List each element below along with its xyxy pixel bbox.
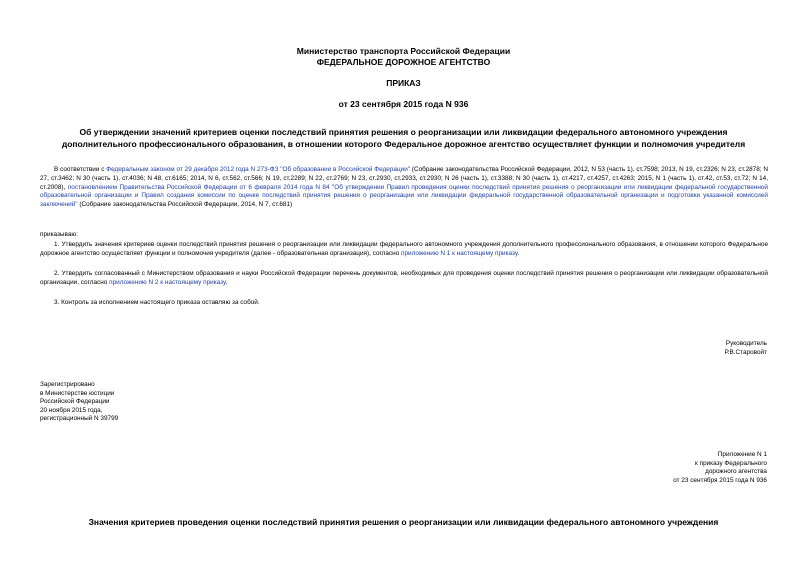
appendix-1-link[interactable]: приложению N 1 к настоящему приказу	[401, 249, 518, 257]
federal-law-link[interactable]: Федеральным законом от 29 декабря 2012 года N 273-ФЗ "Об образовании в Российской Федерации"	[106, 166, 411, 173]
item-3: 3. Контроль за исполнением настоящего приказа оставляю за собой.	[54, 299, 260, 306]
document-date-number: от 23 сентября 2015 года N 936	[338, 99, 469, 109]
signature-block	[725, 340, 767, 357]
item-1	[40, 241, 768, 259]
appendix-block	[673, 451, 767, 485]
preamble-text-1: В соответствии с	[54, 166, 107, 173]
appendix-line-1: Приложение N 1	[717, 451, 767, 458]
appendix-line-2: к приказу Федерального	[695, 459, 767, 467]
registration-line-5: регистрационный N 39799	[40, 415, 119, 423]
registration-line-4: 20 ноября 2015 года,	[40, 406, 103, 414]
appendix-2-link[interactable]: приложению N 2 к настоящему приказу	[109, 278, 226, 286]
signature-role: Руководитель	[725, 340, 767, 347]
registration-line-2: в Министерстве юстиции	[40, 389, 115, 397]
item-1-end: .	[517, 249, 520, 257]
item-2-text: 2. Утвердить согласованный с Министерством образования и науки Российской Федерации перечень документов, необходимых для проведения оценки последствий принятия решения о реорганизации или ликвидации образовательной организации, согласно	[40, 270, 768, 286]
document-title-line-2: дополнительного профессионального образования, в отношении которого Федеральное дорожное агентство осуществляет функции и полномочия учредителя	[61, 139, 746, 149]
appendix-line-4: от 23 сентября 2015 года N 936	[673, 476, 767, 484]
document-title-line-1: Об утверждении значений критериев оценки последствий принятия решения о реорганизации или ликвидации федерального автономного учреждения	[79, 127, 728, 137]
appendix-title: Значения критериев проведения оценки последствий принятия решения о реорганизации или ликвидации федерального автономного учреждения	[88, 517, 719, 527]
agency-name: ФЕДЕРАЛЬНОЕ ДОРОЖНОЕ АГЕНТСТВО	[316, 57, 491, 67]
preamble-paragraph	[40, 166, 768, 210]
registration-block	[40, 381, 118, 424]
order-word: приказываю:	[40, 231, 78, 238]
ministry-name: Министерство транспорта Российской Федерации	[296, 46, 511, 56]
item-1-text: 1. Утвердить значения критериев оценки последствий принятия решения о реорганизации или ликвидации федерального автономного учреждения дополнительного профессионального образования, в отношении которого Федеральное дорожное агентство осуществляет функции и полномочия учредителя (далее - образовательная организация), согласно	[40, 241, 768, 257]
signature-name: Р.В.Старовойт	[724, 348, 767, 356]
government-resolution-link[interactable]: постановлением Правительства Российской Федерации от 6 февраля 2014 года N 84 "Об утверждении Правил проведения оценки последствий принятия решения о реорганизации или ликвидации федеральной государственной образовательной организации и Правил создания комиссии по оценке последствий принятия решения о реорганизации или ликвидации федеральной государственной образовательной организации и подготовки указанной комиссией заключений"	[40, 183, 768, 209]
registration-line-3: Российской Федерации	[40, 398, 110, 406]
preamble-text-3: (Собрание законодательства Российской Федерации, 2014, N 7, ст.681)	[77, 201, 293, 209]
appendix-line-3: дорожного агентства	[705, 468, 767, 476]
item-2	[40, 270, 768, 288]
preamble-text-2: (Собрание законодательства Российской Федерации, 2012, N 53 (часть 1), ст.7598; 2013, N 19, ст.2326; N 23, ст.2878; N 27, ст.3462; N 30 (часть 1), ст.4036; N 48, ст.6165; 2014, N 6, ст.562, ст.566; N 19, ст.2289; N 22, ст.2769; N 23, ст.2930, ст.2933, ст.2930; N 26 (часть 1), ст.3388; N 30 (часть 1), ст.4217, ст.4257, ст.4263; 2015, N 1 (часть 1), ст.42, ст.53, ст.72; N 14, ст.2008),	[40, 166, 769, 191]
item-2-end: .	[225, 278, 228, 286]
registration-line-1: Зарегистрировано	[40, 381, 95, 388]
document-type: ПРИКАЗ	[386, 78, 421, 88]
